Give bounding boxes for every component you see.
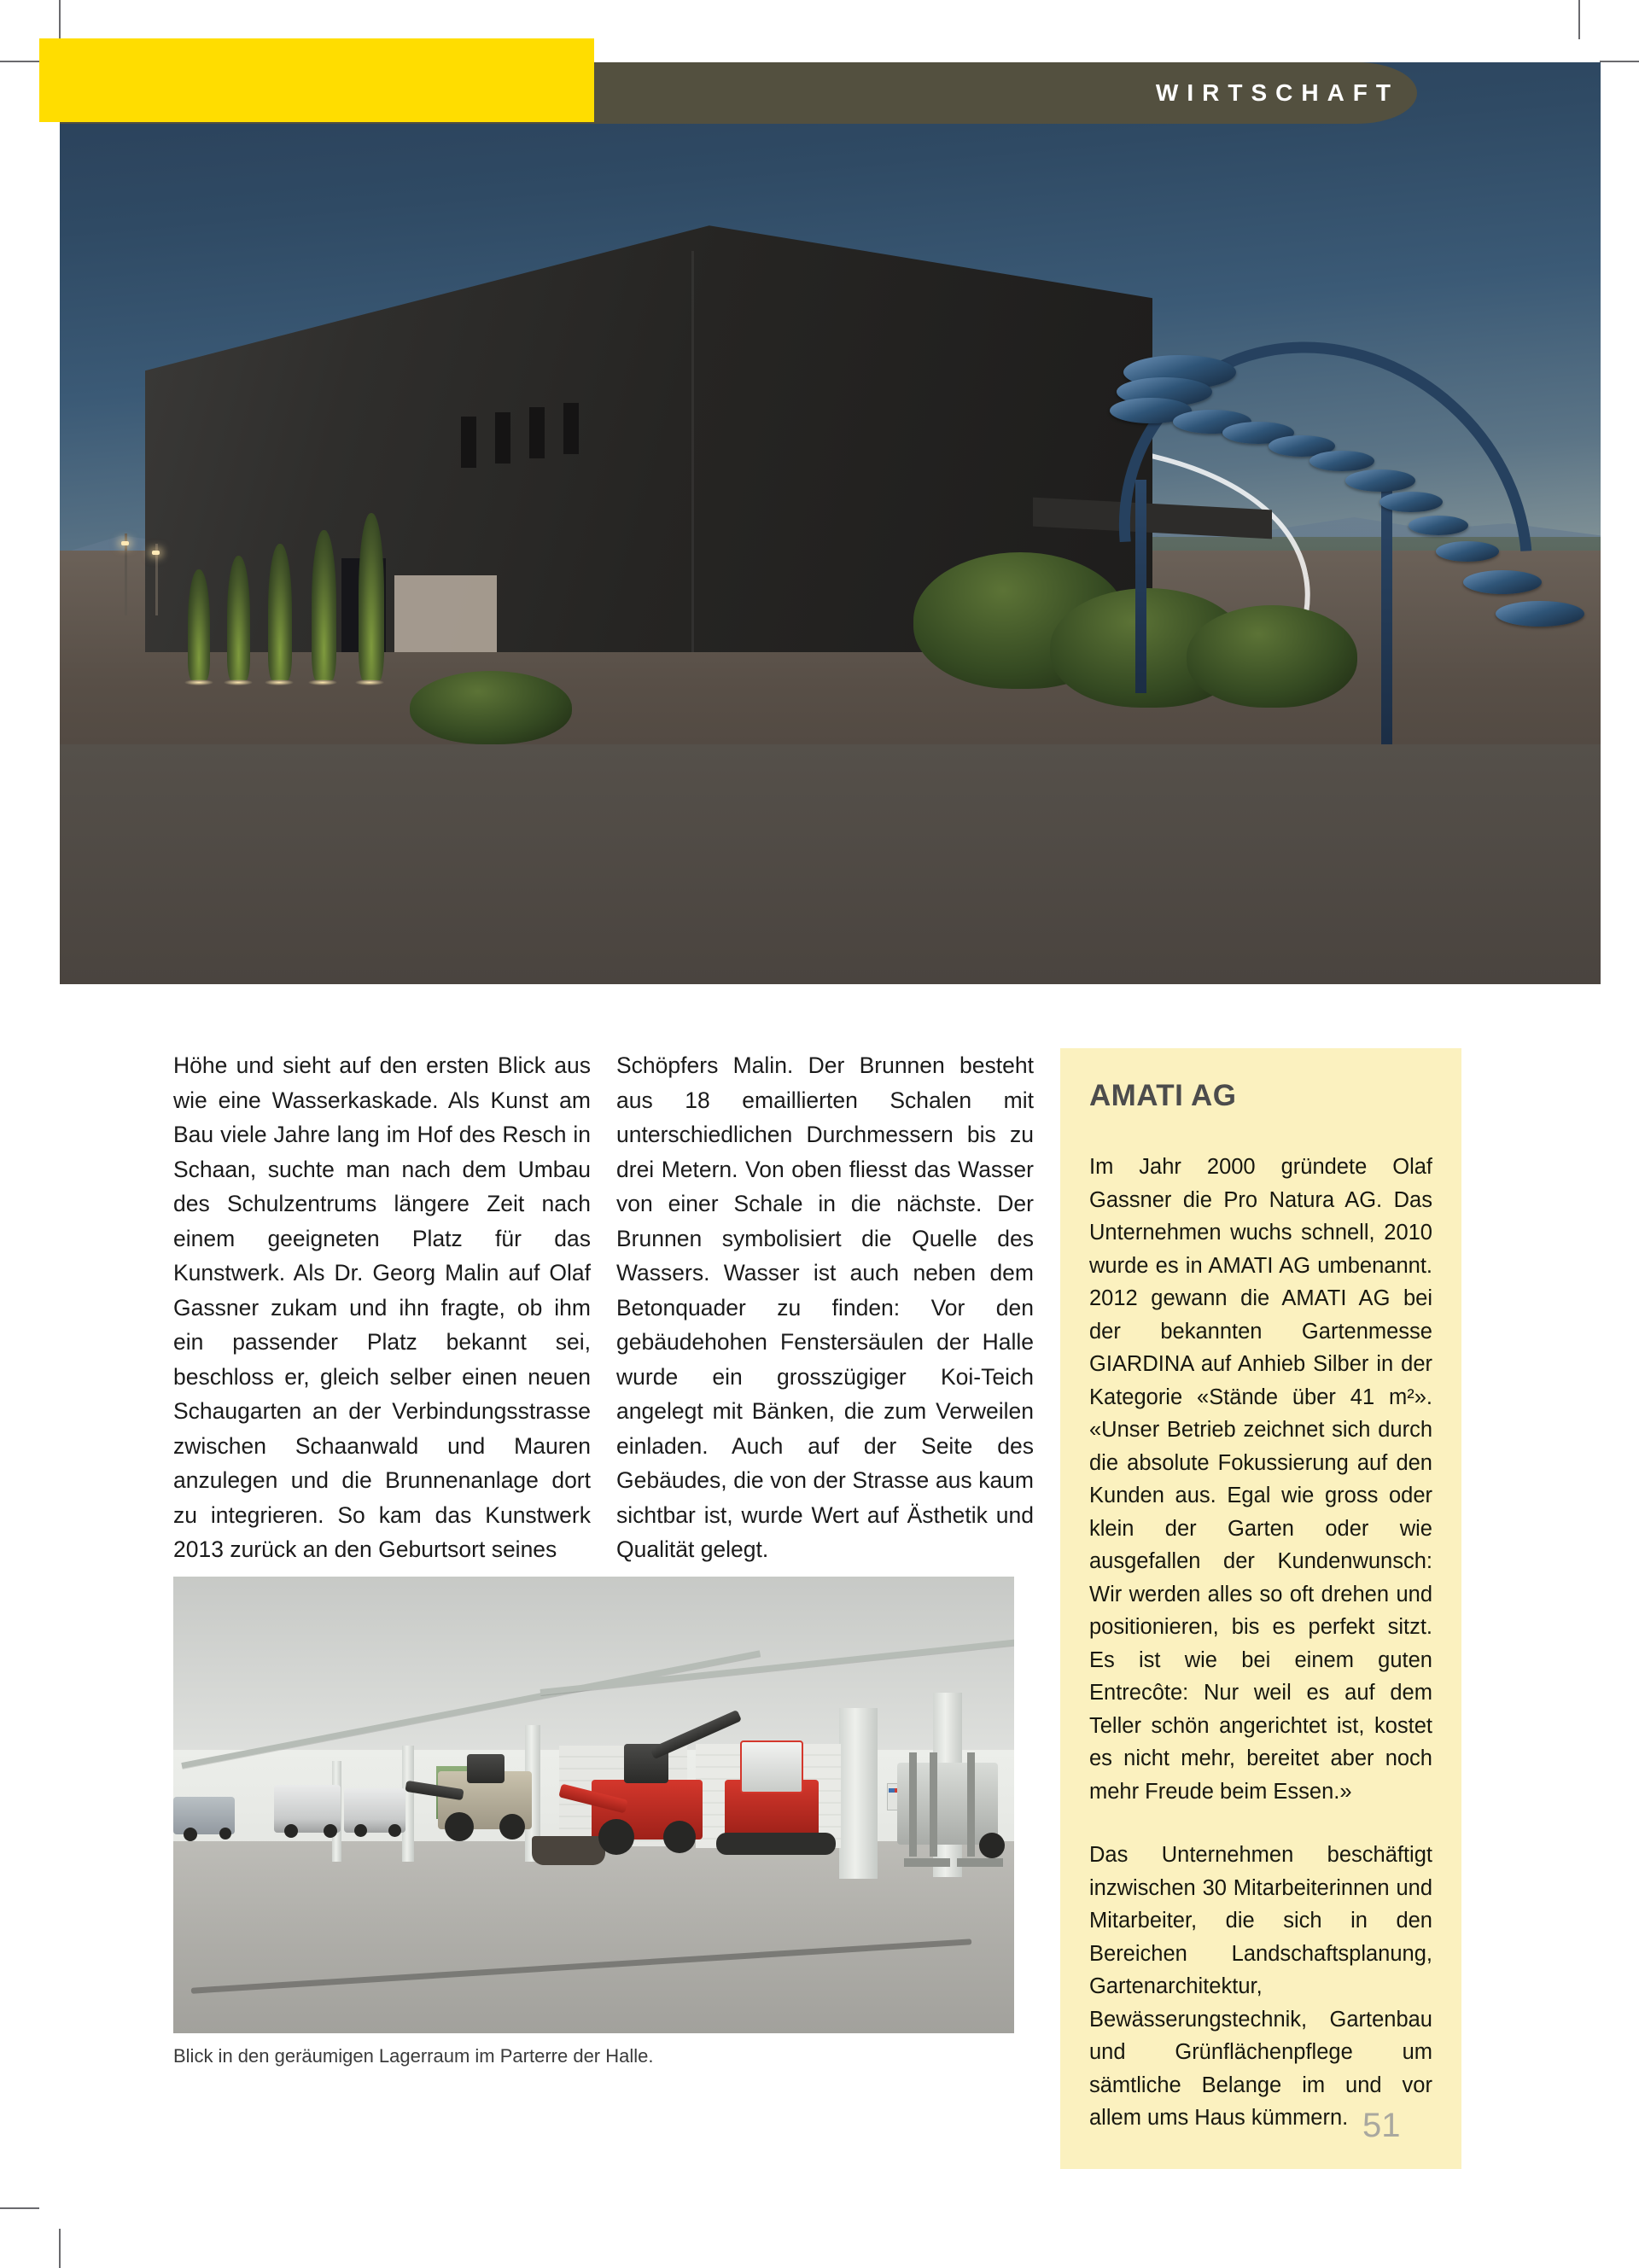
wheel — [663, 1821, 696, 1853]
street-lamp-light — [152, 551, 160, 555]
wheel — [324, 1824, 337, 1838]
street-lamp-light — [121, 541, 129, 545]
cypress-tree — [268, 544, 292, 680]
wheel — [184, 1828, 197, 1841]
wheel — [219, 1828, 231, 1839]
wheel — [499, 1814, 525, 1839]
column-2-paragraph: Schöpfers Malin. Der Brunnen besteht aus 18 emaillierten Schalen mit unterschiedlichen Durchmessern bis zu drei Metern. Von oben fliesst das Wasser von einer Schale in die nächste. Der Brunnen symbolisiert die Quelle des Wassers. Wasser ist auch neben dem Betonquader zu finden: Vor den gebäudehohen Fenstersäulen der Halle wurde ein grosszügiger Koi-Teich angelegt mit Bänken, die zum Verweilen einladen. Auch auf der Seite des Gebäudes, die von der Strasse aus kaum sichtbar ist, wurde Wert auf Ästhetik und Qualität gelegt. — [616, 1052, 1034, 1562]
column-1-paragraph: Höhe und sieht auf den ersten Blick aus wie eine Wasserkaskade. Als Kunst am Bau viele Jahre lang im Hof des Resch in Schaan, suchte man nach dem Umbau des Schulzentrums längere Zeit nach einem geeigneten Platz für das Kunstwerk. Als Dr. Georg Malin auf Olaf Gassner zukam und ihn fragte, ob ihm ein passender Platz bekannt sei, beschloss er, gleich selber einen neuen Schaugarten an der Verbindungsstrasse zwischen Schaanwald und Mauren anzulegen und die Brunnenanlage dort zu integrieren. So kam das Kunstwerk 2013 zurück an den Geburtsort seines — [173, 1052, 591, 1562]
wheel — [354, 1824, 367, 1837]
loader-bucket — [532, 1836, 605, 1865]
hall-window-slot — [529, 407, 545, 458]
infobox-heading: AMATI AG — [1089, 1079, 1237, 1112]
fountain-sculpture — [1110, 352, 1588, 744]
hall-window-slot — [495, 412, 510, 464]
cypress-tree — [312, 530, 336, 680]
text-column-2 — [616, 1048, 1034, 1567]
page-number: 51 — [1362, 2107, 1401, 2144]
forklift-mast — [967, 1752, 975, 1857]
photo-caption: Blick in den geräumigen Lagerraum im Parterre der Halle. — [173, 2045, 654, 2067]
interior-photo — [173, 1577, 1014, 2033]
fountain-bowl — [1496, 601, 1584, 627]
crop-mark-top-right-horizontal — [1600, 61, 1639, 62]
crop-mark-bottom-left-vertical — [59, 2229, 61, 2268]
infobox-paragraph-2: Das Unternehmen beschäftigt inzwischen 30 Mitarbeiterinnen und Mitarbeiter, die sich in den Bereichen Landschaftsplanung, Gartenarchitektur, Bewässerungstechnik, Gartenbau und Grünflächenpflege um sämtliche Belange im und vor allem ums Haus kümmern. — [1089, 1843, 1432, 2130]
excavator-track — [716, 1833, 836, 1855]
wheel — [445, 1812, 474, 1841]
foreground-asphalt — [60, 744, 1601, 984]
forklift-mast — [930, 1752, 937, 1857]
hall-window-slot — [563, 403, 579, 454]
hero-photo — [60, 62, 1601, 984]
cypress-tree — [188, 569, 210, 680]
yellow-accent-block — [39, 38, 594, 122]
crop-mark-top-right-vertical — [1578, 0, 1580, 39]
crop-mark-top-left-horizontal — [0, 61, 39, 62]
wheel — [388, 1824, 401, 1837]
sculpture-right-post — [1381, 480, 1392, 753]
forklift-tine — [957, 1858, 1003, 1867]
wheel — [598, 1819, 634, 1855]
crop-mark-top-left-vertical — [59, 0, 61, 39]
warehouse-floor — [173, 1841, 1014, 2033]
structural-pillar — [839, 1708, 878, 1879]
fountain-bowl — [1463, 570, 1542, 594]
crop-mark-bottom-left-horizontal — [0, 2207, 39, 2209]
amati-ag-infobox — [1060, 1048, 1461, 2169]
cypress-tree — [359, 513, 384, 680]
text-column-1 — [173, 1048, 591, 1567]
cypress-tree — [227, 556, 250, 680]
wheel — [284, 1824, 298, 1838]
hall-corner-edge — [691, 251, 694, 652]
hall-garage-door — [394, 575, 497, 652]
street-lamp-pole — [125, 533, 127, 615]
forklift-tine — [904, 1858, 950, 1867]
excavator-cab — [740, 1740, 803, 1793]
shrub — [410, 671, 572, 744]
wheel — [979, 1833, 1005, 1858]
sculpture-left-post — [1135, 480, 1146, 693]
hall-window-slot — [461, 417, 476, 468]
telehandler-cab — [467, 1754, 505, 1783]
infobox-paragraph-1: Im Jahr 2000 gründete Olaf Gassner die Pro Natura AG. Das Unternehmen wuchs schnell, 2010 wurde es in AMATI AG umbenannt. 2012 gewann die AMATI AG bei der bekannten Gartenmesse GIARDINA auf Anhieb Silber in der Kategorie «Stände über 41 m²». «Unser Betrieb zeichnet sich durch die absolute Fokussierung auf den Kunden aus. Egal wie gross oder klein der Garten oder wie ausgefallen der Kundenwunsch: Wir werden alles so oft drehen und positionieren, bis es perfekt sitzt. Es ist wie bei einem guten Entrecôte: Nur weil es auf dem Teller schön angerichtet ist, kostet es nicht mehr, bereitet aber noch mehr Freude beim Essen.» — [1089, 1155, 1432, 1804]
section-title: WIRTSCHAFT — [1155, 79, 1399, 106]
forklift-mast — [909, 1752, 917, 1857]
